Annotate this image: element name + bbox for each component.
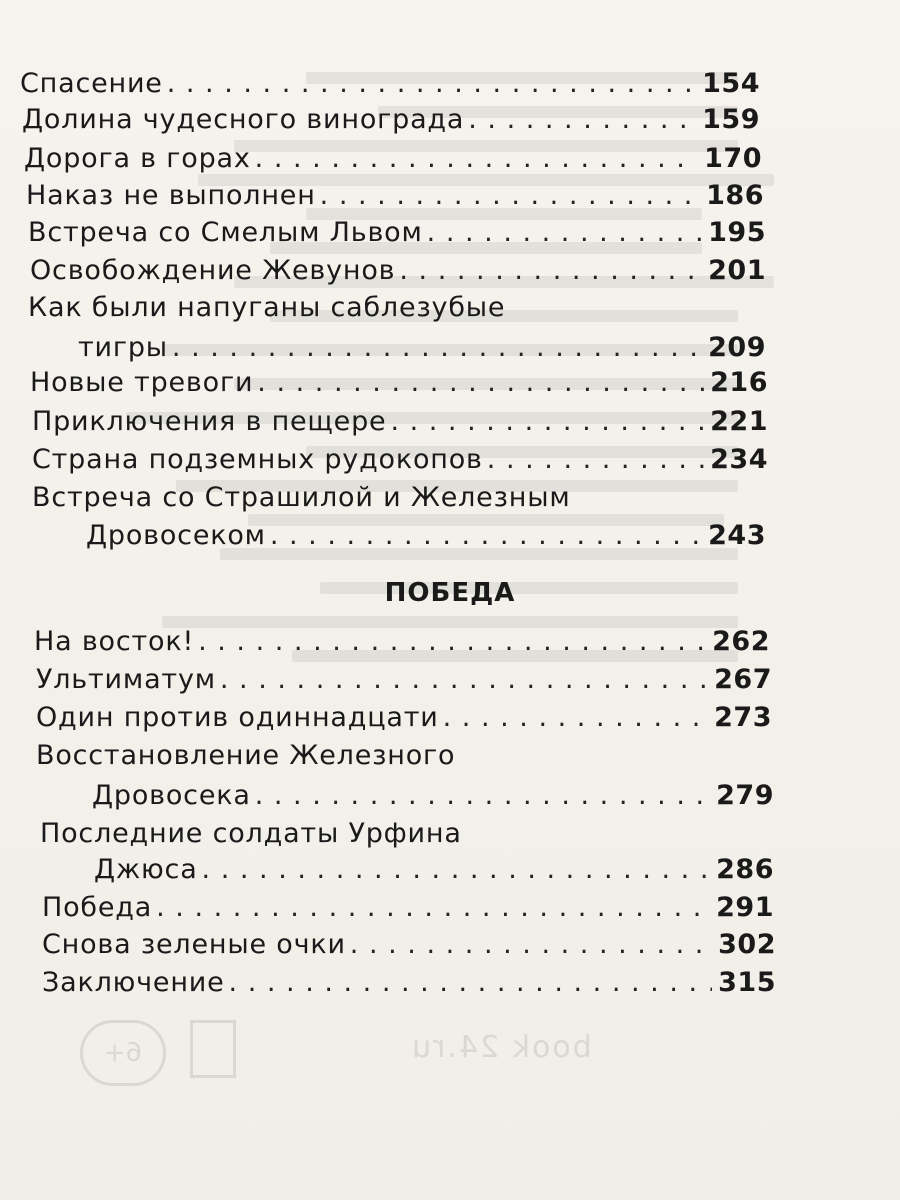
dot-leader xyxy=(202,852,711,888)
toc-page-number: 279 xyxy=(716,780,774,811)
toc-page-number: 315 xyxy=(718,967,776,998)
toc-title: тигры xyxy=(78,332,168,363)
dot-leader xyxy=(229,965,713,1001)
toc-title: Восстановление Железного xyxy=(36,740,456,771)
publisher-watermark: book 24.ru xyxy=(410,1030,592,1065)
dot-leader xyxy=(320,178,700,214)
dot-leader xyxy=(427,215,702,251)
dot-leader xyxy=(167,66,696,102)
toc-entry-first-line[interactable] xyxy=(32,480,571,516)
toc-entry[interactable] xyxy=(28,215,766,251)
toc-title: Заключение xyxy=(42,967,225,998)
toc-entry[interactable] xyxy=(32,442,768,478)
toc-entry[interactable] xyxy=(34,624,770,660)
toc-page-number: 195 xyxy=(708,217,766,248)
dot-leader xyxy=(390,404,704,440)
dot-leader xyxy=(487,442,704,478)
toc-page-number: 267 xyxy=(714,664,772,695)
toc-title: Долина чудесного винограда xyxy=(22,104,465,135)
toc-entry-first-line[interactable] xyxy=(40,816,462,852)
toc-entry[interactable] xyxy=(30,253,766,289)
toc-entry-first-line[interactable] xyxy=(36,738,455,774)
toc-entry[interactable] xyxy=(30,365,768,401)
toc-page-number: 302 xyxy=(718,929,776,960)
toc-page-number: 234 xyxy=(710,444,768,475)
toc-page-number: 273 xyxy=(714,702,772,733)
toc-page-number: 221 xyxy=(710,406,768,437)
toc-entry[interactable] xyxy=(42,927,776,963)
dot-leader xyxy=(255,141,698,177)
toc-entry[interactable] xyxy=(36,662,772,698)
toc-page-number: 170 xyxy=(704,143,762,174)
dot-leader xyxy=(350,927,712,963)
toc-page-number: 216 xyxy=(710,367,768,398)
dot-leader xyxy=(255,778,710,814)
section-title: ПОБЕДА xyxy=(384,578,516,608)
toc-title: Последние солдаты Урфина xyxy=(40,818,462,849)
toc-entry[interactable] xyxy=(32,404,768,440)
dot-leader xyxy=(443,700,708,736)
age-rating-icon: 6+ xyxy=(80,1020,166,1086)
toc-page-number: 286 xyxy=(716,854,774,885)
toc-title: Новые тревоги xyxy=(30,367,254,398)
toc-title: Ультиматум xyxy=(36,664,216,695)
toc-entry[interactable] xyxy=(42,890,774,926)
dot-leader xyxy=(220,662,708,698)
dot-leader xyxy=(156,890,710,926)
toc-page-number: 262 xyxy=(712,626,770,657)
reverse-side-imprint xyxy=(40,1010,860,1090)
toc-entry-first-line[interactable] xyxy=(28,290,505,326)
eac-mark-icon xyxy=(190,1020,236,1078)
toc-title: Дорога в горах xyxy=(24,143,251,174)
toc-entry[interactable] xyxy=(36,700,772,736)
toc-title: Дровосека xyxy=(92,780,251,811)
toc-title: Дровосеком xyxy=(86,520,266,551)
toc-entry-continuation[interactable] xyxy=(86,518,766,554)
toc-page-number: 291 xyxy=(716,892,774,923)
toc-page-number: 243 xyxy=(708,520,766,551)
toc-page-number: 154 xyxy=(702,68,760,99)
toc-title: Снова зеленые очки xyxy=(42,929,346,960)
dot-leader xyxy=(468,102,696,138)
toc-title: Встреча со Смелым Львом xyxy=(28,217,423,248)
toc-title: Спасение xyxy=(20,68,163,99)
dot-leader xyxy=(257,365,704,401)
toc-entry-continuation[interactable] xyxy=(94,852,774,888)
toc-entry[interactable] xyxy=(42,965,776,1001)
dot-leader xyxy=(198,624,706,660)
toc-page-number: 159 xyxy=(702,104,760,135)
toc-entry[interactable] xyxy=(26,178,764,214)
dot-leader xyxy=(270,518,702,554)
toc-title: Один против одиннадцати xyxy=(36,702,439,733)
dot-leader xyxy=(399,253,702,289)
toc-page-number: 209 xyxy=(708,332,766,363)
toc-entry[interactable] xyxy=(22,102,760,138)
toc-title: Наказ не выполнен xyxy=(26,180,316,211)
dot-leader xyxy=(172,330,702,366)
toc-entry-continuation[interactable] xyxy=(78,330,766,366)
toc-title: Джюса xyxy=(94,854,198,885)
toc-title: Страна подземных рудокопов xyxy=(32,444,483,475)
toc-title: Встреча со Страшилой и Железным xyxy=(32,482,571,513)
toc-entry-continuation[interactable] xyxy=(92,778,774,814)
toc-title: Победа xyxy=(42,892,153,923)
toc-page-number: 201 xyxy=(708,255,766,286)
toc-title: Как были напуганы саблезубые xyxy=(28,292,506,323)
toc-page-number: 186 xyxy=(706,180,764,211)
toc-entry[interactable] xyxy=(24,141,762,177)
toc-title: Освобождение Жевунов xyxy=(30,255,396,286)
toc-title: На восток! xyxy=(34,626,195,657)
toc-entry[interactable] xyxy=(20,66,760,102)
toc-title: Приключения в пещере xyxy=(32,406,387,437)
